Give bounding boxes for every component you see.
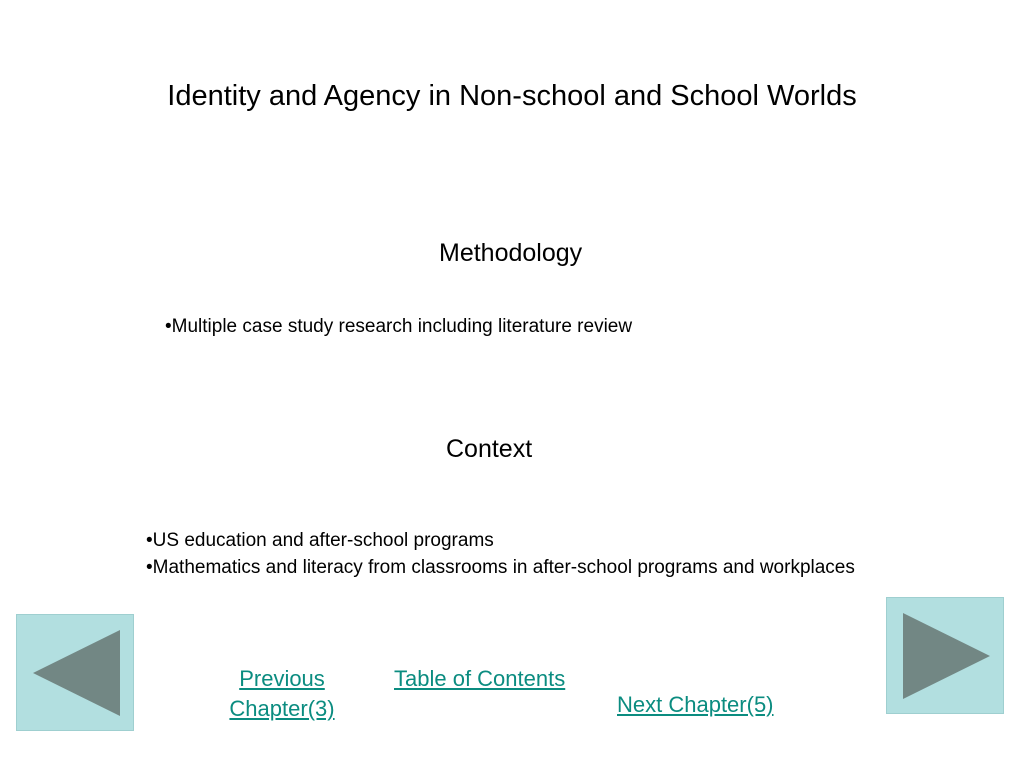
slide-title-text: Identity and Agency in Non-school and School Worlds (167, 80, 857, 112)
slide-title (0, 78, 1024, 114)
next-chapter-link[interactable]: Next Chapter(5) (617, 692, 774, 717)
context-bullet: •Mathematics and literacy from classrooms in after-school programs and workplaces (146, 557, 855, 578)
left-triangle-arrow-icon (17, 615, 135, 732)
previous-chapter-link-line1: Previous (239, 666, 325, 691)
methodology-bullet-list (165, 313, 632, 340)
previous-chapter-link-line2: Chapter(3) (229, 696, 335, 721)
context-bullet: •US education and after-school programs (146, 530, 494, 551)
next-arrow-button[interactable] (886, 597, 1004, 714)
context-bullet-list (146, 527, 906, 581)
methodology-heading: Methodology (439, 239, 583, 267)
methodology-bullet: •Multiple case study research including literature review (165, 316, 633, 337)
context-heading: Context (446, 435, 533, 463)
previous-arrow-button[interactable] (16, 614, 134, 731)
table-of-contents-link[interactable]: Table of Contents (394, 666, 566, 691)
right-triangle-arrow-icon (887, 598, 1005, 715)
previous-chapter-link[interactable] (212, 664, 352, 724)
